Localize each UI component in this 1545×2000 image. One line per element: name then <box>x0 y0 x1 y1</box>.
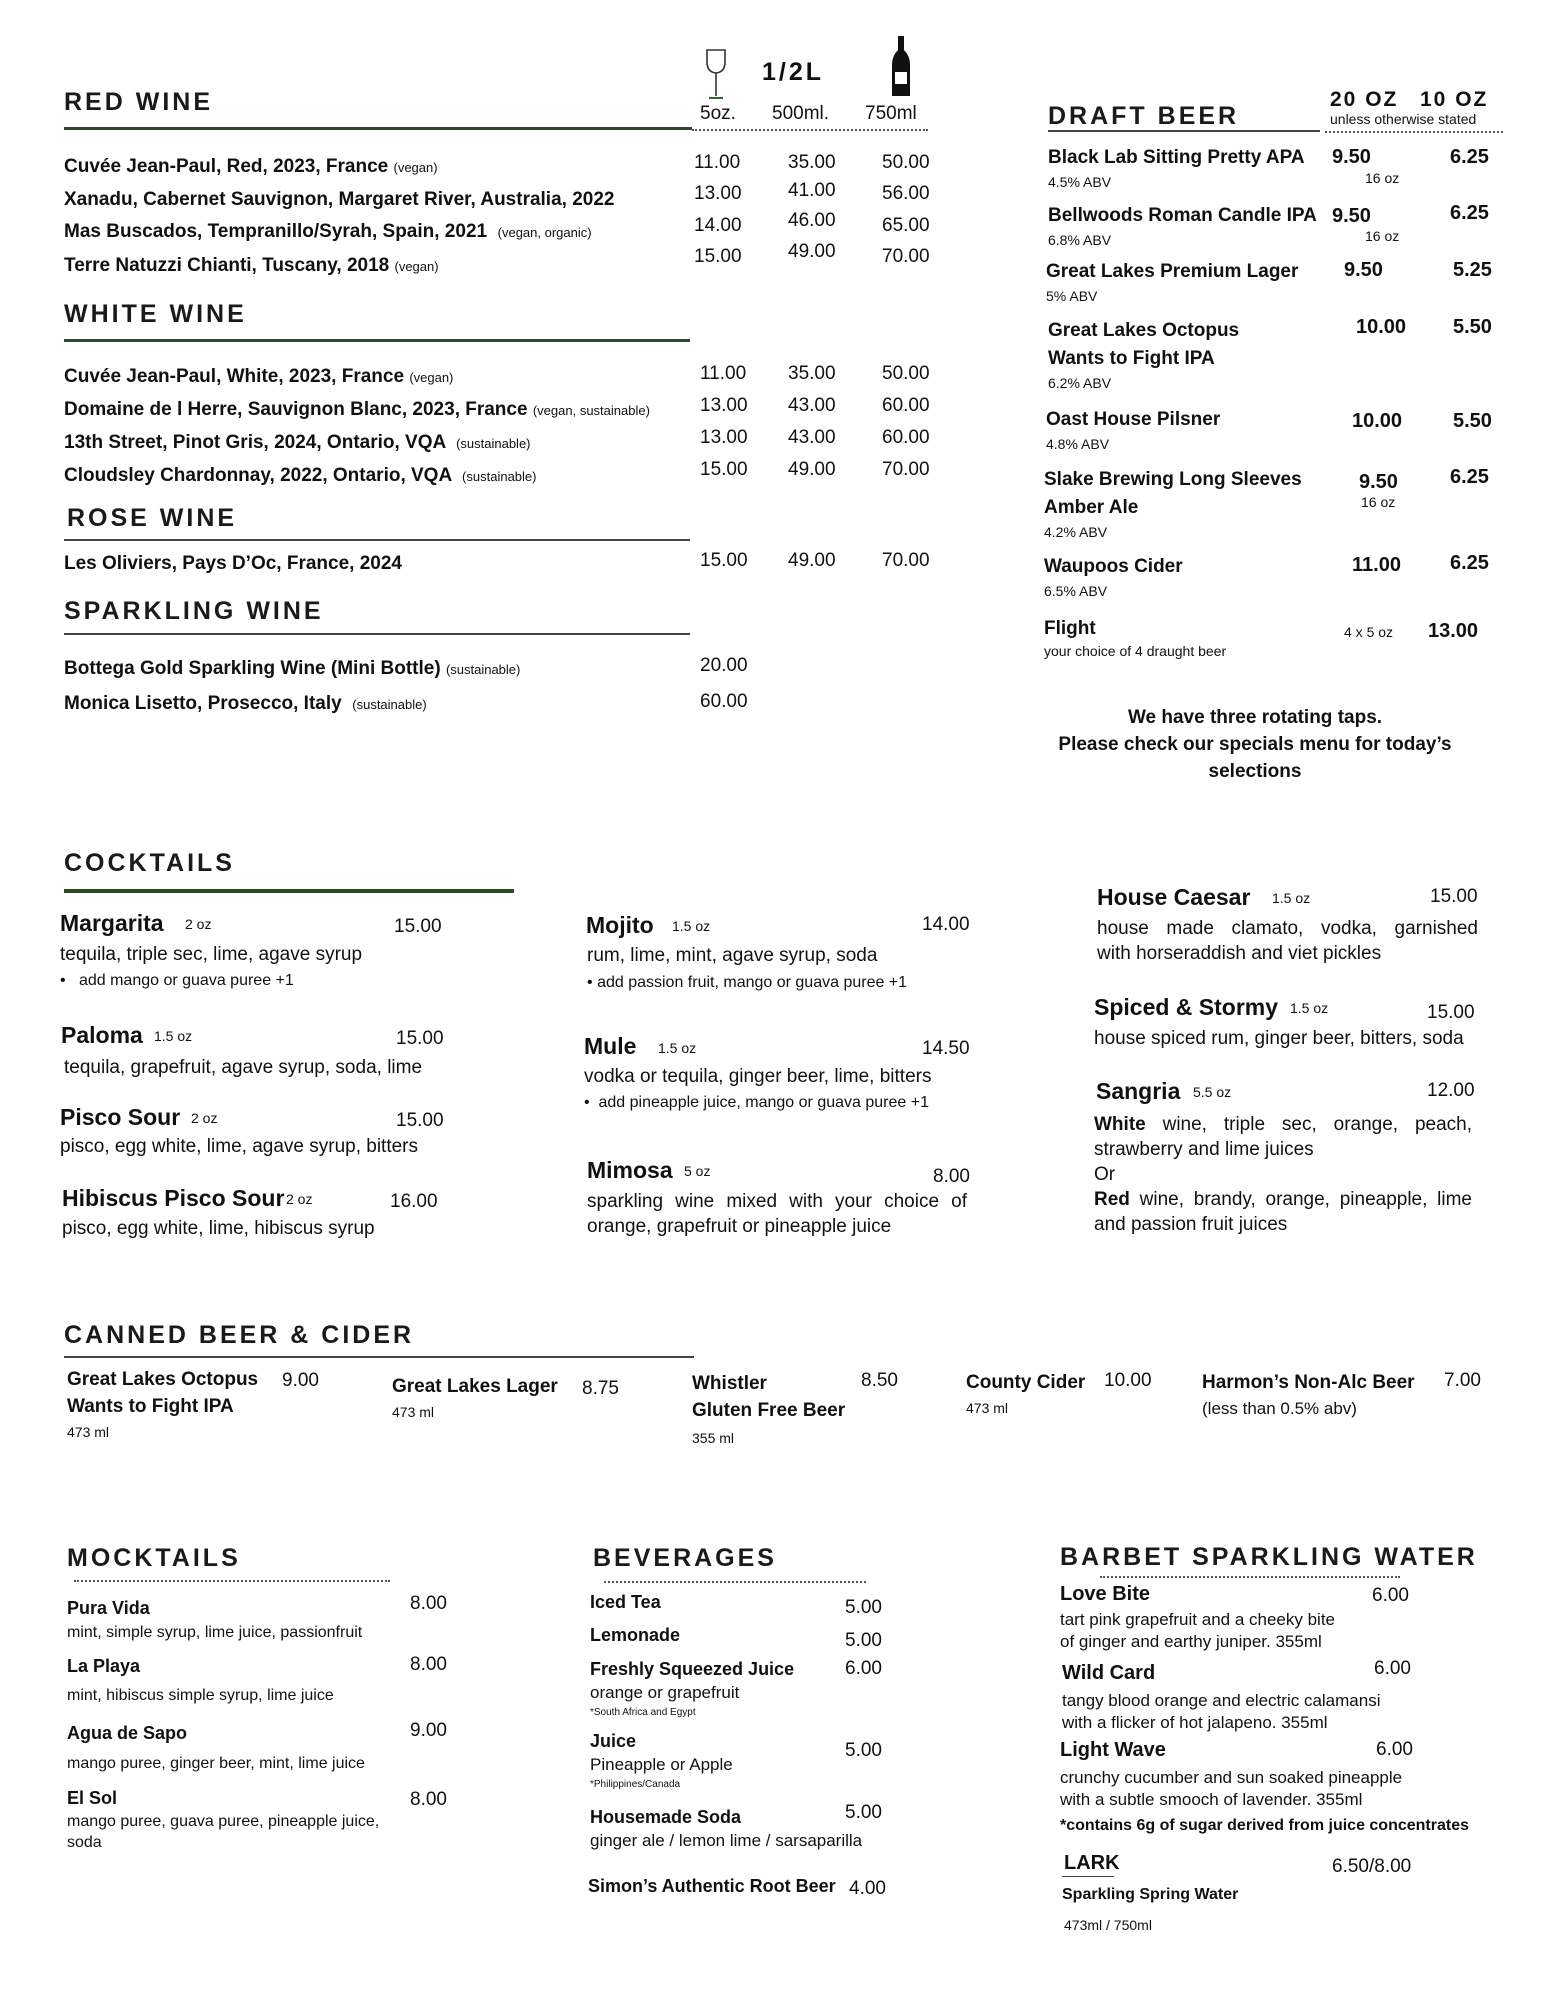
beer-price-large: 9.50 <box>1332 146 1371 168</box>
cocktail-name: Mimosa <box>587 1157 673 1183</box>
wine-item: Xanadu, Cabernet Sauvignon, Margaret River, Australia, 2022 <box>64 189 615 210</box>
beer-price-small: 6.25 <box>1450 146 1489 168</box>
beer-name: Waupoos Cider <box>1044 556 1183 577</box>
beer-abv: 6.8% ABV <box>1048 232 1112 248</box>
water-price: 6.00 <box>1376 1739 1413 1760</box>
lark-price: 6.50/8.00 <box>1332 1856 1412 1877</box>
cocktail-desc: pisco, egg white, lime, agave syrup, bitters <box>60 1136 419 1157</box>
draft-beer-rule <box>1048 130 1320 132</box>
cocktail-desc: pisco, egg white, lime, hibiscus syrup <box>62 1218 375 1239</box>
canned-name-line2: Gluten Free Beer <box>692 1400 846 1421</box>
cocktail-price: 14.00 <box>922 914 970 935</box>
beer-price-small: 5.50 <box>1453 316 1492 338</box>
beer-price-large: 9.50 <box>1359 471 1398 493</box>
beer-size-note: 16 oz <box>1365 228 1400 244</box>
beer-price-small: 6.25 <box>1450 552 1489 574</box>
bullet-icon: • <box>60 972 66 989</box>
cocktail-desc: house spiced rum, ginger beer, bitters, soda <box>1094 1028 1464 1049</box>
price-glass: 14.00 <box>694 215 742 236</box>
wine-item: Cuvée Jean-Paul, Red, 2023, France (vegan) <box>64 156 438 177</box>
cocktail-desc: tequila, triple sec, lime, agave syrup <box>60 944 363 965</box>
cocktail-size: 2 oz <box>185 916 212 932</box>
price-glass: 13.00 <box>694 183 742 204</box>
wine-item: Bottega Gold Sparkling Wine (Mini Bottle) (sustainable) <box>64 658 521 679</box>
beverage-price: 5.00 <box>845 1630 882 1651</box>
beer-abv: 4.8% ABV <box>1046 436 1110 452</box>
beer-name: Great Lakes Octopus <box>1048 320 1240 341</box>
red-wine-heading: RED WINE <box>64 88 213 116</box>
canned-size: 473 ml <box>67 1424 110 1440</box>
white-wine-rule <box>64 339 690 342</box>
cocktail-price: 16.00 <box>390 1191 438 1212</box>
cocktail-price: 12.00 <box>1427 1080 1475 1101</box>
wine-bottle-icon <box>891 36 911 98</box>
cocktail-name: Paloma <box>61 1022 143 1048</box>
beverages-heading: BEVERAGES <box>593 1544 777 1572</box>
draft-beer-heading: DRAFT BEER <box>1048 102 1240 130</box>
wine-item: Cuvée Jean-Paul, White, 2023, France (vegan) <box>64 366 454 387</box>
beer-name: Bellwoods Roman Candle IPA <box>1048 205 1317 226</box>
price-glass: 13.00 <box>700 427 748 448</box>
cocktail-price: 15.00 <box>394 916 442 937</box>
mocktail-desc: mint, hibiscus simple syrup, lime juice <box>67 1687 334 1704</box>
cocktail-name: Hibiscus Pisco Sour <box>62 1185 285 1211</box>
canned-name: County Cider <box>966 1372 1086 1393</box>
water-desc: crunchy cucumber and sun soaked pineapple with a subtle smooch of lavender. 355ml <box>1060 1768 1403 1809</box>
cocktail-size: 2 oz <box>286 1191 313 1207</box>
flight-size: 4 x 5 oz <box>1344 624 1394 640</box>
col-20oz-heading: 20 OZ <box>1330 88 1399 111</box>
price-bottle: 70.00 <box>882 459 930 480</box>
draft-beer-dotted-rule <box>1325 131 1503 133</box>
price-half: 46.00 <box>788 210 836 231</box>
cocktail-size: 5.5 oz <box>1193 1084 1232 1100</box>
cocktail-name: Spiced & Stormy <box>1094 994 1279 1020</box>
beverage-name: Housemade Soda <box>590 1807 742 1827</box>
price-half: 43.00 <box>788 427 836 448</box>
cocktail-name: Sangria <box>1096 1078 1181 1104</box>
wine-item: Mas Buscados, Tempranillo/Syrah, Spain, 2021 (vegan, organic) <box>64 221 592 242</box>
cocktail-name: Mojito <box>586 912 654 938</box>
beverage-desc: ginger ale / lemon lime / sarsaparilla <box>590 1831 863 1850</box>
wine-glass-icon <box>703 48 729 102</box>
beverage-desc: Pineapple or Apple <box>590 1755 733 1774</box>
beverage-price: 4.00 <box>849 1878 886 1899</box>
mocktail-desc: mango puree, ginger beer, mint, lime juice <box>67 1755 365 1772</box>
cocktail-price: 15.00 <box>1427 1002 1475 1023</box>
canned-name: Great Lakes Lager <box>392 1376 558 1397</box>
mocktail-name: La Playa <box>67 1656 141 1676</box>
beverage-name: Simon’s Authentic Root Beer <box>588 1876 836 1896</box>
mocktail-desc: mango puree, guava puree, pineapple juice, soda <box>67 1813 380 1851</box>
mocktail-price: 9.00 <box>410 1720 447 1741</box>
beer-price-large: 10.00 <box>1352 410 1403 432</box>
cocktail-name: Margarita <box>60 910 164 936</box>
water-desc: tangy blood orange and electric calamansi with a flicker of hot jalapeno. 355ml <box>1062 1691 1381 1732</box>
mocktail-price: 8.00 <box>410 1593 447 1614</box>
cocktail-name: Mule <box>584 1033 637 1059</box>
canned-price: 7.00 <box>1444 1370 1481 1391</box>
price-half: 43.00 <box>788 395 836 416</box>
price-bottle: 60.00 <box>882 395 930 416</box>
cocktail-price: 8.00 <box>933 1166 970 1187</box>
cocktail-size: 2 oz <box>191 1110 218 1126</box>
cocktail-size: 1.5 oz <box>658 1040 697 1056</box>
beer-price-large: 10.00 <box>1356 316 1407 338</box>
canned-size: 473 ml <box>392 1404 435 1420</box>
price-half: 49.00 <box>788 241 836 262</box>
canned-name: Harmon’s Non-Alc Beer <box>1202 1372 1415 1393</box>
cocktail-name: Pisco Sour <box>60 1104 181 1130</box>
beer-abv: 6.2% ABV <box>1048 375 1112 391</box>
canned-name-line2: Wants to Fight IPA <box>67 1396 234 1417</box>
beer-abv: 5% ABV <box>1046 288 1098 304</box>
price-bottle: 56.00 <box>882 183 930 204</box>
cocktail-size: 1.5 oz <box>1290 1000 1329 1016</box>
water-name: Wild Card <box>1062 1662 1156 1684</box>
mocktails-heading: MOCKTAILS <box>67 1544 241 1572</box>
cocktail-size: 5 oz <box>684 1163 711 1179</box>
price-half: 49.00 <box>788 459 836 480</box>
beer-price-small: 5.25 <box>1453 259 1492 281</box>
beverage-price: 5.00 <box>845 1740 882 1761</box>
water-price: 6.00 <box>1372 1585 1409 1606</box>
price-glass: 20.00 <box>700 655 748 676</box>
beer-price-large: 9.50 <box>1332 205 1371 227</box>
beer-price-large: 11.00 <box>1352 554 1401 576</box>
wine-item: Cloudsley Chardonnay, 2022, Ontario, VQA (sustainable) <box>64 465 537 486</box>
canned-size: 355 ml <box>692 1430 735 1446</box>
wine-item: Monica Lisetto, Prosecco, Italy (sustainable) <box>64 693 427 714</box>
rose-wine-heading: ROSE WINE <box>67 504 238 532</box>
wine-item: Terre Natuzzi Chianti, Tuscany, 2018 (vegan) <box>64 255 439 276</box>
cocktail-desc: vodka or tequila, ginger beer, lime, bitters <box>584 1066 932 1087</box>
beer-size-note: 16 oz <box>1365 170 1400 186</box>
sparkling-wine-rule <box>64 633 690 635</box>
price-bottle: 50.00 <box>882 363 930 384</box>
cocktail-name: House Caesar <box>1097 884 1251 910</box>
rotating-taps-notice: We have three rotating taps. Please check our specials menu for today’s selections <box>1058 707 1452 782</box>
canned-name: Whistler <box>692 1373 767 1394</box>
canned-price: 10.00 <box>1104 1370 1152 1391</box>
price-glass: 15.00 <box>700 550 748 571</box>
price-glass: 15.00 <box>700 459 748 480</box>
canned-name: Great Lakes Octopus <box>67 1369 259 1390</box>
cocktail-desc: tequila, grapefruit, agave syrup, soda, lime <box>64 1057 423 1078</box>
cocktail-price: 15.00 <box>396 1028 444 1049</box>
beer-name: Slake Brewing Long Sleeves <box>1044 469 1302 490</box>
beverage-origin: *South Africa and Egypt <box>590 1707 696 1718</box>
beer-name-line2: Amber Ale <box>1044 497 1139 518</box>
cocktail-addon: • add pineapple juice, mango or guava puree +1 <box>584 1094 929 1111</box>
mocktail-name: Pura Vida <box>67 1598 150 1618</box>
half-litre-heading: 1/2L <box>762 58 825 86</box>
red-wine-rule <box>64 127 692 130</box>
bullet-icon: • <box>587 974 593 991</box>
canned-price: 8.75 <box>582 1378 619 1399</box>
col-half-label: 500ml. <box>772 103 830 124</box>
beverage-price: 5.00 <box>845 1597 882 1618</box>
canned-size: 473 ml <box>966 1400 1009 1416</box>
beverage-price: 5.00 <box>845 1802 882 1823</box>
price-half: 35.00 <box>788 363 836 384</box>
water-name: Love Bite <box>1060 1583 1151 1605</box>
beverage-name: Juice <box>590 1731 637 1751</box>
beer-name: Great Lakes Premium Lager <box>1046 261 1299 282</box>
canned-size: (less than 0.5% abv) <box>1202 1399 1357 1418</box>
canned-heading: CANNED BEER & CIDER <box>64 1321 415 1349</box>
price-glass: 11.00 <box>700 363 747 384</box>
cocktail-desc: White wine, triple sec, orange, peach, strawberry and lime juices Or Red wine, brandy, orange, pineapple, lime and passion fruit juices <box>1094 1114 1472 1235</box>
beer-name-line2: Wants to Fight IPA <box>1048 348 1215 369</box>
barbet-heading: BARBET SPARKLING WATER <box>1060 1543 1478 1571</box>
col-10oz-heading: 10 OZ <box>1420 88 1489 111</box>
flight-price: 13.00 <box>1428 620 1479 642</box>
cocktail-price: 15.00 <box>1430 886 1478 907</box>
beer-size-note: 16 oz <box>1361 494 1396 510</box>
mocktail-name: El Sol <box>67 1788 118 1808</box>
mocktail-price: 8.00 <box>410 1789 447 1810</box>
cocktail-size: 1.5 oz <box>1272 890 1311 906</box>
cocktail-size: 1.5 oz <box>154 1028 193 1044</box>
flight-desc: your choice of 4 draught beer <box>1044 643 1227 659</box>
col-glass-label: 5oz. <box>700 103 736 124</box>
sparkling-wine-heading: SPARKLING WINE <box>64 597 324 625</box>
canned-price: 8.50 <box>861 1370 898 1391</box>
price-half: 35.00 <box>788 152 836 173</box>
wine-item: Domaine de l Herre, Sauvignon Blanc, 2023, France (vegan, sustainable) <box>64 399 650 420</box>
price-bottle: 70.00 <box>882 246 930 267</box>
beer-price-small: 6.25 <box>1450 466 1489 488</box>
mocktail-desc: mint, simple syrup, lime juice, passionfruit <box>67 1624 363 1641</box>
cocktail-desc: sparkling wine mixed with your choice of orange, grapefruit or pineapple juice <box>587 1191 967 1237</box>
mocktail-name: Agua de Sapo <box>67 1723 188 1743</box>
flight-name: Flight <box>1044 618 1096 639</box>
price-bottle: 70.00 <box>882 550 930 571</box>
price-glass: 13.00 <box>700 395 748 416</box>
bullet-icon: • <box>584 1094 590 1111</box>
cocktail-price: 14.50 <box>922 1038 970 1059</box>
beer-price-small: 5.50 <box>1453 410 1492 432</box>
beverage-name: Freshly Squeezed Juice <box>590 1659 795 1679</box>
beverage-name: Iced Tea <box>590 1592 661 1612</box>
canned-price: 9.00 <box>282 1370 319 1391</box>
rose-wine-rule <box>64 539 690 541</box>
col-size-note: unless otherwise stated <box>1330 111 1477 127</box>
cocktail-addon: • add passion fruit, mango or guava puree +1 <box>587 974 908 991</box>
canned-rule <box>64 1356 694 1358</box>
price-bottle: 60.00 <box>882 427 930 448</box>
cocktails-heading: COCKTAILS <box>64 849 235 877</box>
beer-abv: 4.5% ABV <box>1048 174 1112 190</box>
beverage-price: 6.00 <box>845 1658 882 1679</box>
wine-item: Les Oliviers, Pays D’Oc, France, 2024 <box>64 553 402 574</box>
water-desc: tart pink grapefruit and a cheeky bite of ginger and earthy juniper. 355ml <box>1060 1610 1335 1651</box>
price-glass: 15.00 <box>694 246 742 267</box>
wine-item: 13th Street, Pinot Gris, 2024, Ontario, VQA (sustainable) <box>64 432 531 453</box>
beverage-name: Lemonade <box>590 1625 681 1645</box>
cocktails-rule <box>64 889 514 893</box>
lark-size: 473ml / 750ml <box>1064 1917 1152 1933</box>
cocktail-price: 15.00 <box>396 1110 444 1131</box>
beer-name: Black Lab Sitting Pretty APA <box>1048 147 1305 168</box>
beverage-desc: orange or grapefruit <box>590 1683 740 1702</box>
mocktails-dotted-rule <box>74 1580 390 1582</box>
price-bottle: 65.00 <box>882 215 930 236</box>
beer-abv: 4.2% ABV <box>1044 524 1108 540</box>
price-glass: 60.00 <box>700 691 748 712</box>
beer-price-small: 6.25 <box>1450 202 1489 224</box>
cocktail-size: 1.5 oz <box>672 918 711 934</box>
price-half: 41.00 <box>788 180 836 201</box>
beer-price-large: 9.50 <box>1344 259 1383 281</box>
beverage-origin: *Philippines/Canada <box>590 1779 681 1790</box>
cocktail-addon: • add mango or guava puree +1 <box>60 972 294 989</box>
price-columns-dotted-rule <box>692 129 928 131</box>
cocktail-desc: house made clamato, vodka, garnished with horseraddish and viet pickles <box>1097 918 1478 964</box>
water-name: Light Wave <box>1060 1739 1166 1761</box>
lark-name: LARK <box>1064 1852 1120 1874</box>
white-wine-heading: WHITE WINE <box>64 300 247 328</box>
mocktail-price: 8.00 <box>410 1654 447 1675</box>
cocktail-desc: rum, lime, mint, agave syrup, soda <box>587 945 878 966</box>
col-bottle-label: 750ml <box>865 103 917 124</box>
lark-desc: Sparkling Spring Water <box>1062 1886 1239 1903</box>
water-price: 6.00 <box>1374 1658 1411 1679</box>
price-bottle: 50.00 <box>882 152 930 173</box>
price-half: 49.00 <box>788 550 836 571</box>
barbet-dotted-rule <box>1100 1576 1400 1578</box>
lark-underline <box>1062 1876 1114 1877</box>
sugar-note: *contains 6g of sugar derived from juice concentrates <box>1060 1817 1469 1834</box>
beer-name: Oast House Pilsner <box>1046 409 1221 430</box>
price-glass: 11.00 <box>694 152 741 173</box>
beverages-dotted-rule <box>604 1581 866 1583</box>
beer-abv: 6.5% ABV <box>1044 583 1108 599</box>
